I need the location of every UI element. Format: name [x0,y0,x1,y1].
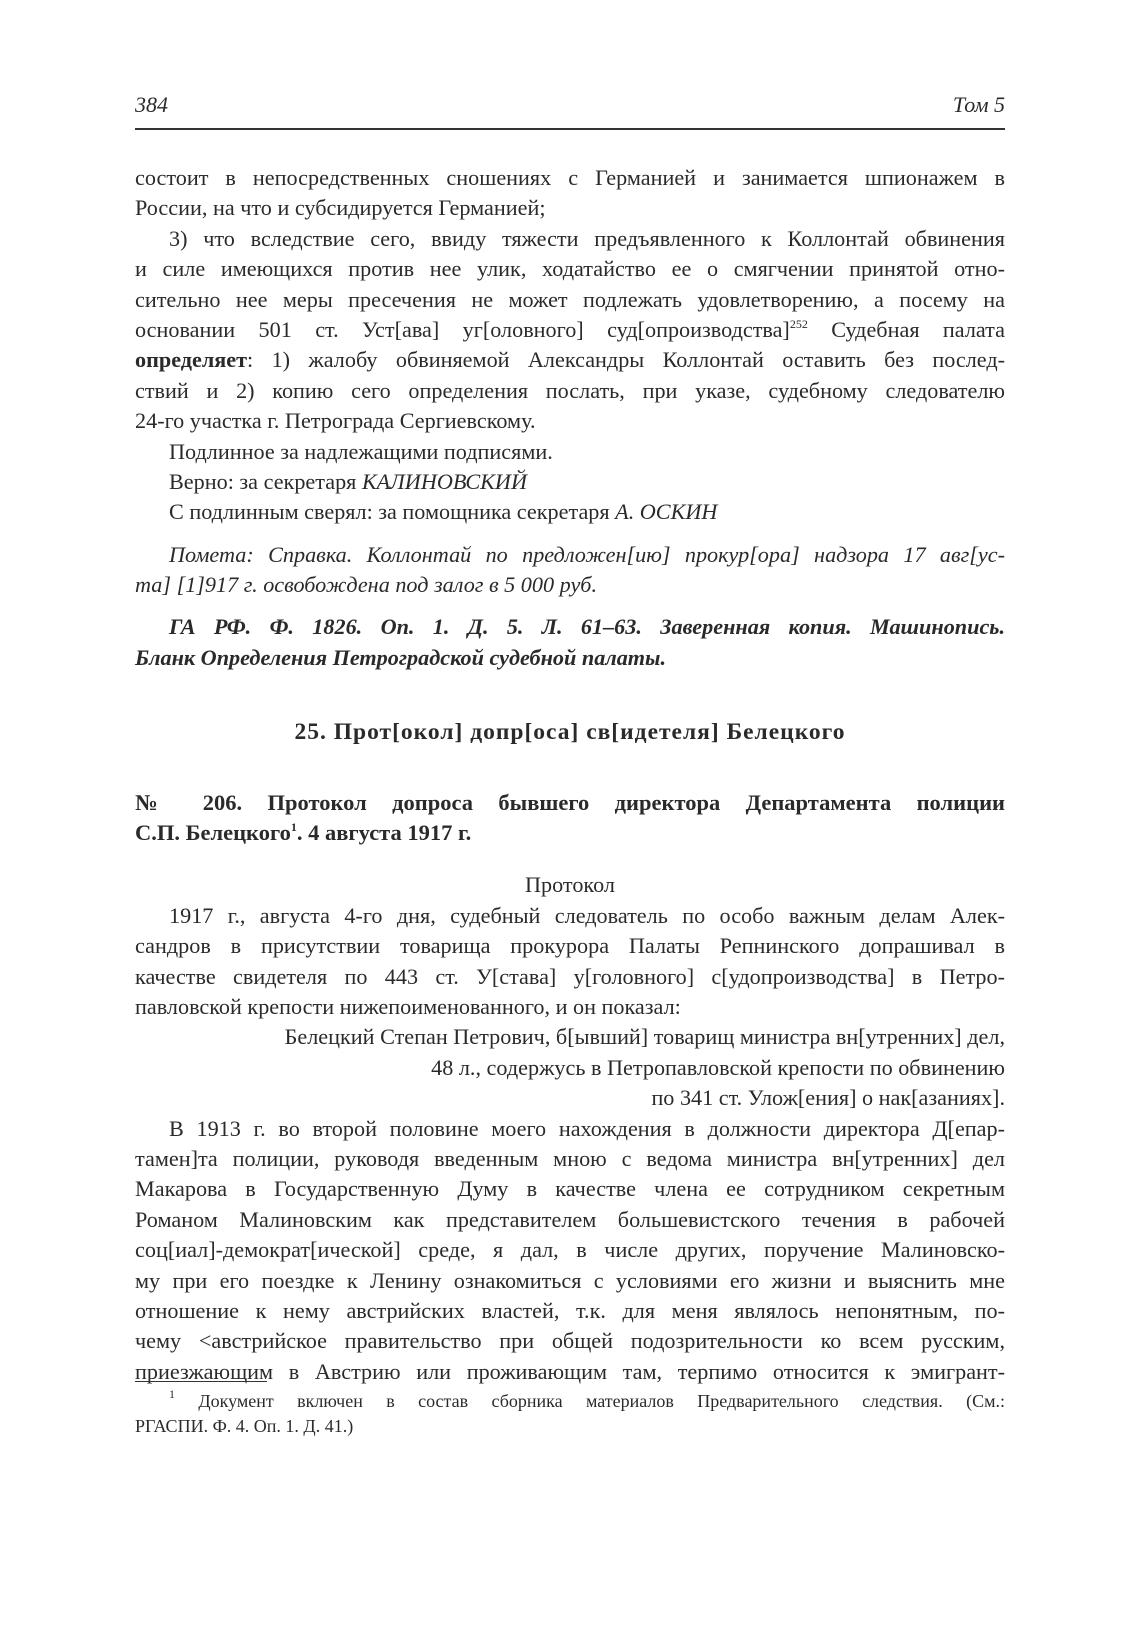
annotation-note: Помета: Справка. Коллонтай по предложен[ию] прокур[ора] надзора 17 авг[ус- [169,541,1005,567]
header-rule [135,128,1005,130]
text-line: 1917 г., августа 4-го дня, судебный следователь по особо важным делам Алек- [169,902,1005,928]
footnote [135,1389,1005,1439]
footnote-line [135,1389,1005,1414]
signature-checked [135,497,1005,527]
text-line: 3) что вследствие сего, ввиду тяжести предъявленного к Коллонтай обвинения [169,225,1005,251]
protocol-heading: Протокол [525,872,615,898]
text-span: : 1) жалобу обвиняемой Александры Коллонтай оставить без послед- [247,347,1005,373]
signer-name: А. ОСКИН [615,499,718,525]
text-span: основании 501 ст. Уст[ава] уг[оловного] суд[опроизводства] [135,316,790,342]
endnote-reference[interactable]: 252 [789,316,808,331]
footnote-reference[interactable]: 1 [290,820,297,835]
archive-reference: Бланк Определения Петроградской судебной палаты. [135,644,667,670]
text-line: тамен]та полиции, руководя введенным мною с ведома министра вн[утренних] дел [135,1145,1005,1171]
footnote-marker: 1 [169,1387,175,1401]
annotation-note: та] [1]917 г. освобождена под залог в 5 000 руб. [135,572,597,598]
running-head [135,92,1005,122]
document-title: № 206. Протокол допроса бывшего директора Департамента полиции [135,789,1005,815]
signature-original: Подлинное за надлежащими подписями. [169,438,553,464]
signer-name: КАЛИНОВСКИЙ [361,468,527,494]
witness-info: Белецкий Степан Петрович, б[ывший] товарищ министра вн[утренних] дел, [284,1024,1005,1050]
text-span: С.П. Белецкого [135,820,291,846]
text-line: Макарова в Государственную Думу в качестве члена ее сотрудником секретным [135,1176,1005,1202]
text-line [135,315,1005,345]
witness-info: по 341 ст. Улож[ения] о нак[азаниях]. [651,1085,1005,1111]
text-line: качестве свидетеля по 443 ст. У[става] у[головного] с[удопроизводства] в Петро- [135,963,1005,989]
text-line: 24-го участка г. Петрограда Сергиевскому. [135,408,536,434]
text-span: Верно: за секретаря [169,468,362,494]
section-title: 25. Прот[окол] допр[оса] св[идетеля] Белецкого [294,719,846,746]
ruling-keyword: определяет [135,347,248,373]
witness-info: 48 л., содержусь в Петропавловской крепости по обвинению [431,1054,1005,1080]
footnote-line: РГАСПИ. Ф. 4. Оп. 1. Д. 41.) [135,1416,354,1436]
text-line: приезжающим в Австрию или проживающим там, терпимо относится к эмигрант- [135,1358,1005,1384]
text-line: отношение к нему австрийских властей, т.к. для меня являлось непонятным, по- [135,1297,1005,1323]
text-line: чему <австрийское правительство при общей подозрительности ко всем русским, [135,1328,1005,1354]
archive-reference: ГА РФ. Ф. 1826. Оп. 1. Д. 5. Л. 61–63. Заверенная копия. Машинопись. [169,614,1005,640]
text-line: ствий и 2) копию сего определения послать, при указе, судебному следователю [135,377,1005,403]
text-line: соц[иал]-демократ[ической] среде, я дал, в числе других, поручение Малиновско- [135,1237,1005,1263]
text-span: Судебная палата [807,316,1005,342]
text-line: сительно нее меры пресечения не может подлежать удовлетворению, а посему на [135,286,1005,312]
text-line: России, на что и субсидируется Германией; [135,195,546,221]
text-line [135,345,1005,375]
text-line: и силе имеющихся против нее улик, ходатайство ее о смягчении принятой отно- [135,256,1005,282]
text-line: сандров в присутствии товарища прокурора Палаты Репнинского допрашивал в [135,933,1005,959]
text-span: . 4 августа 1917 г. [296,820,472,846]
signature-verified [135,467,1005,497]
document-title [135,818,1005,848]
text-span: С подлинным сверял: за помощника секретаря [169,499,616,525]
text-line: павловской крепости нижепоименованного, и он показал: [135,993,681,1019]
text-line: В 1913 г. во второй половине моего нахождения в должности директора Д[епар- [169,1115,1005,1141]
text-line: му при его поездке к Ленину ознакомиться с условиями его жизни и выяснить мне [135,1267,1005,1293]
page-number: 384 [135,92,168,117]
page-body [135,163,1005,1387]
text-span: Документ включен в состав сборника материалов Предварительного следствия. (См.: [175,1391,1005,1411]
volume-label: Том 5 [952,92,1005,117]
footnote-rule [135,1381,267,1382]
text-line: Романом Малиновским как представителем большевистского течения в рабочей [135,1206,1005,1232]
text-line: состоит в непосредственных сношениях с Германией и занимается шпионажем в [135,165,1005,190]
